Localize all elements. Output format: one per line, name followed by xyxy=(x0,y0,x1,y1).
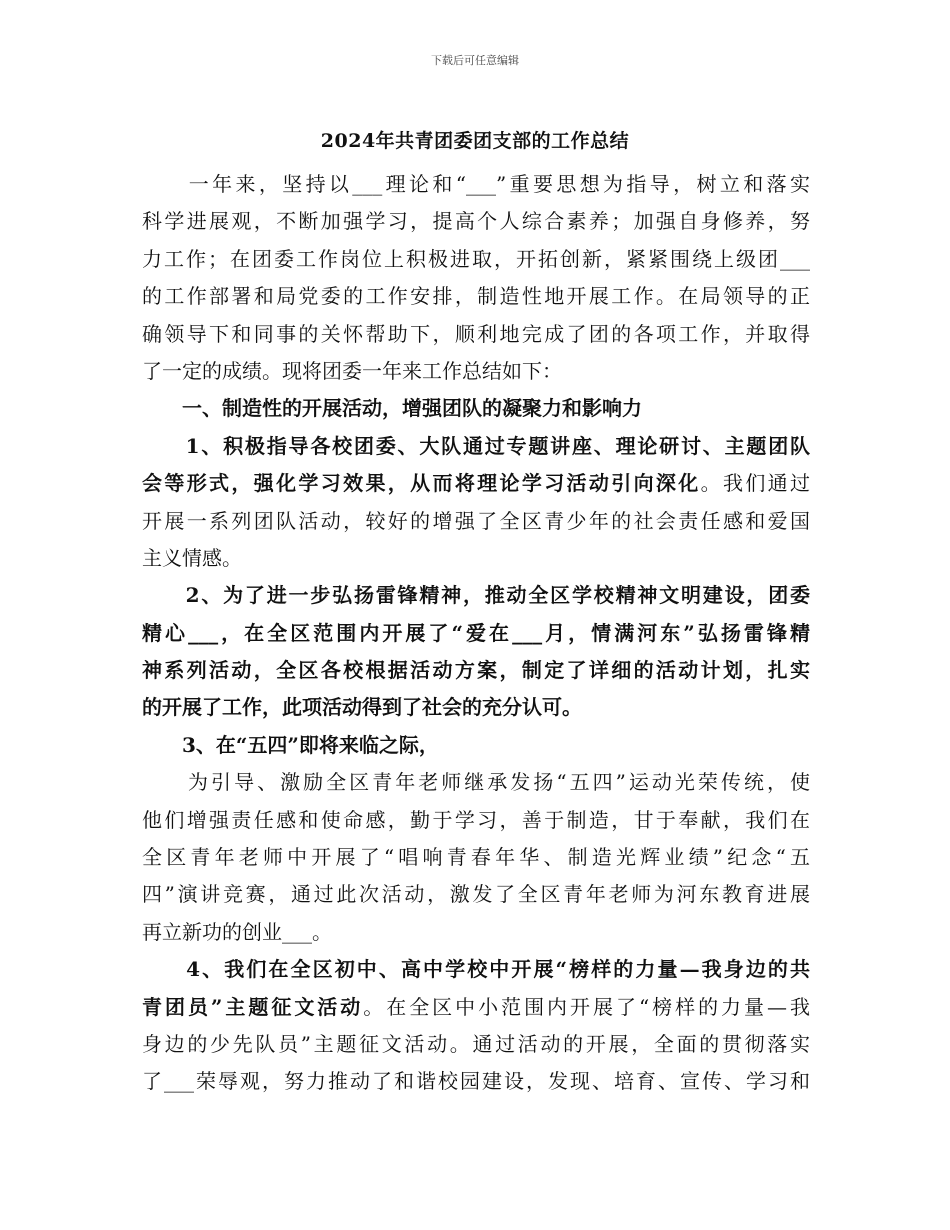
body-text: 四”演讲竞赛，通过此次活动，激发了全区青年老师为河东教育进展 xyxy=(142,882,810,907)
text-line xyxy=(142,802,810,839)
body-text: 为引导、激励全区青年老师继承发扬“五四”运动光荣传统，使 xyxy=(142,770,810,795)
text-line xyxy=(142,839,810,876)
paragraph xyxy=(142,390,810,427)
text-line xyxy=(142,166,810,203)
text-line xyxy=(142,316,810,353)
body-text: 一、制造性的开展活动，增强团队的凝聚力和影响力 xyxy=(142,396,642,421)
body-text: 力工作；在团委工作岗位上积极进取，开拓创新，紧紧围绕上级团___ xyxy=(142,246,810,271)
body-text: 了一定的成绩。现将团委一年来工作总结如下： xyxy=(142,358,562,383)
body-text: 他们增强责任感和使命感，勤于学习，善于制造，甘于奉献，我们在 xyxy=(142,807,810,832)
paragraph xyxy=(142,727,810,951)
text-line xyxy=(142,914,810,951)
text-line xyxy=(142,203,810,240)
text-line xyxy=(142,689,810,726)
paragraph xyxy=(142,166,810,390)
text-line xyxy=(142,465,810,502)
bold-text: 青团员”主题征文活动 xyxy=(142,994,364,1019)
body-text: 开展一系列团队活动，较好的增强了全区青少年的社会责任感和爱国 xyxy=(142,508,810,533)
page-header-note: 下载后可任意编辑 xyxy=(431,54,519,67)
paragraph xyxy=(142,428,810,578)
text-line xyxy=(142,652,810,689)
bold-text: 3、在“五四”即将来临之际， xyxy=(142,732,439,757)
text-line xyxy=(142,727,810,764)
bold-text: 神系列活动，全区各校根据活动方案，制定了详细的活动计划，扎实 xyxy=(142,658,810,683)
body-text: 全区青年老师中开展了“唱响青春年华、制造光辉业绩”纪念“五 xyxy=(142,845,810,870)
body-text: 身边的少先队员”主题征文活动。通过活动的开展，全面的贯彻落实 xyxy=(142,1031,810,1056)
body-text: 科学进展观，不断加强学习，提高个人综合素养；加强自身修养，努 xyxy=(142,209,810,234)
bold-text: 精心___，在全区范围内开展了“爱在___月，情满河东”弘扬雷锋精 xyxy=(142,620,810,645)
text-line xyxy=(142,540,810,577)
document-title: 2024年共青团委团支部的工作总结 xyxy=(320,130,630,152)
body-text: 主义情感。 xyxy=(142,545,242,570)
text-line xyxy=(142,876,810,913)
text-line xyxy=(142,615,810,652)
text-line xyxy=(142,951,810,988)
paragraph xyxy=(142,577,810,727)
paragraph xyxy=(142,951,810,1101)
bold-text: 4、我们在全区初中、高中学校中开展“榜样的力量—我身边的共 xyxy=(142,957,810,982)
text-line xyxy=(142,1063,810,1100)
text-line xyxy=(142,278,810,315)
body-text: 。在全区中小范围内开展了“榜样的力量—我 xyxy=(363,994,810,1019)
body-text: 一年来，坚持以___理论和“___”重要思想为指导，树立和落实 xyxy=(142,172,810,196)
body-text: 确领导下和同事的关怀帮助下，顺利地完成了团的各项工作，并取得 xyxy=(142,321,810,346)
bold-text: 的开展了工作，此项活动得到了社会的充分认可。 xyxy=(142,695,582,720)
bold-text: 2、为了进一步弘扬雷锋精神，推动全区学校精神文明建设，团委 xyxy=(142,583,810,608)
body-text: 了___荣辱观，努力推动了和谐校园建设，发现、培育、宣传、学习和 xyxy=(142,1069,810,1094)
document-body xyxy=(142,166,810,1101)
text-line xyxy=(142,428,810,465)
text-line xyxy=(142,503,810,540)
text-line xyxy=(142,241,810,278)
text-line xyxy=(142,764,810,801)
text-line xyxy=(142,989,810,1026)
bold-text: 会等形式，强化学习效果，从而将理论学习活动引向深化 xyxy=(142,471,701,496)
text-line xyxy=(142,390,810,427)
text-line xyxy=(142,577,810,614)
bold-text: 1、积极指导各校团委、大队通过专题讲座、理论研讨、主题团队 xyxy=(142,433,810,458)
text-line xyxy=(142,353,810,390)
body-text: 再立新功的创业___。 xyxy=(142,919,332,944)
body-text: 的工作部署和局党委的工作安排，制造性地开展工作。在局领导的正 xyxy=(142,284,810,309)
body-text: 。我们通过 xyxy=(700,471,810,496)
text-line xyxy=(142,1026,810,1063)
